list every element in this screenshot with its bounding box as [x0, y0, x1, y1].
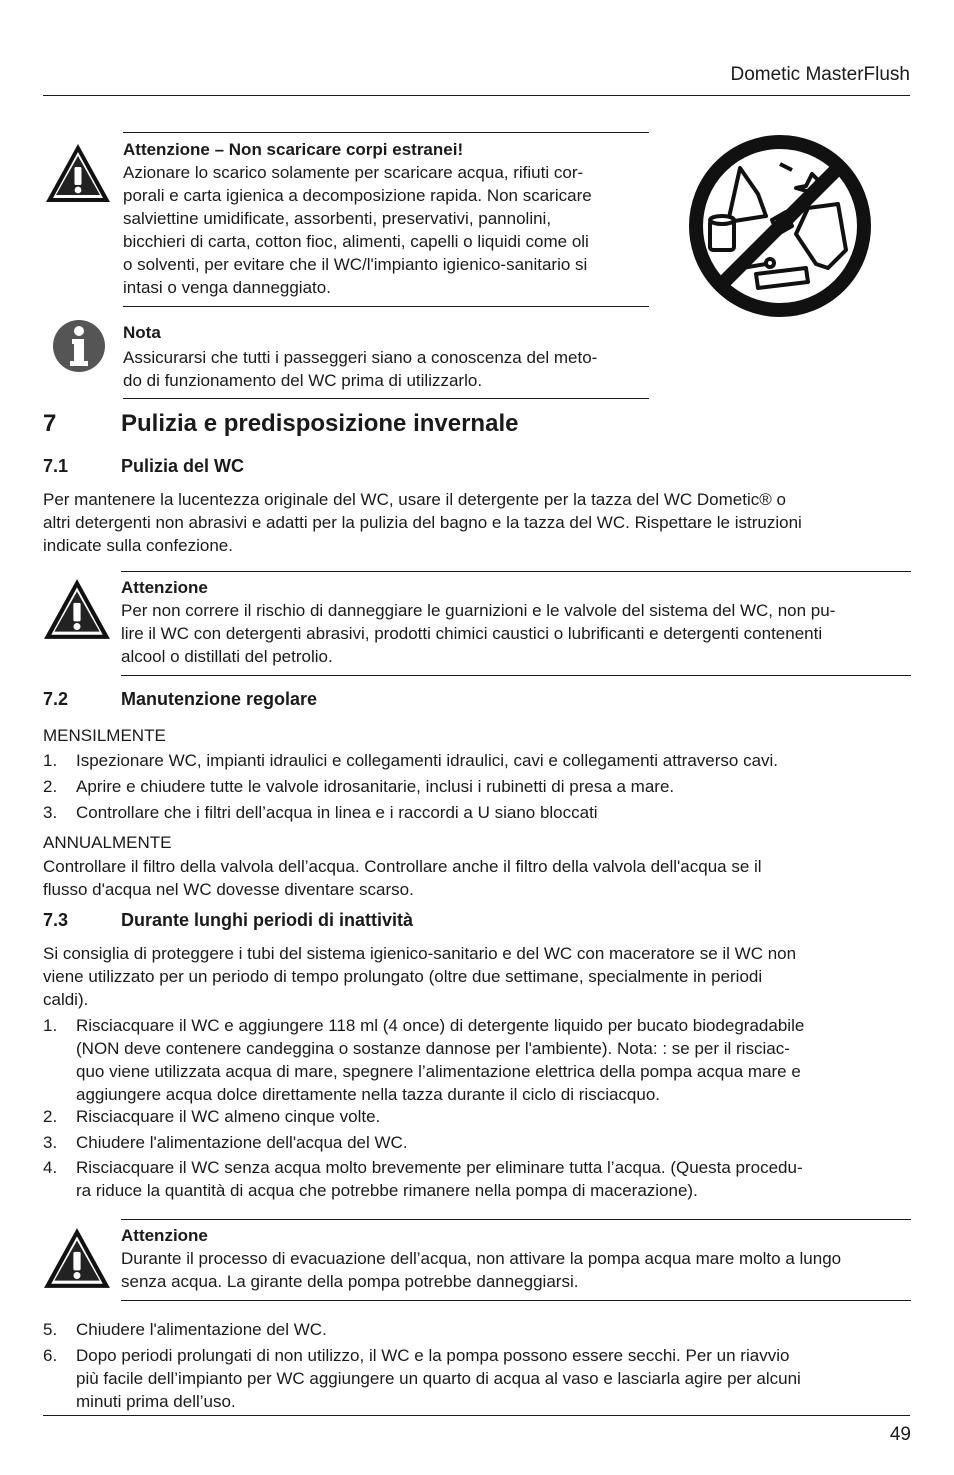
caution1-title: Attenzione	[121, 578, 208, 597]
subsection-title: Manutenzione regolare	[121, 689, 318, 709]
notice1-bottom-rule	[123, 306, 649, 307]
list-item: 2. Risciacquare il WC almeno cinque volte.	[43, 1107, 381, 1126]
inactivity-intro: Si consiglia di proteggere i tubi del sistema igienico-sanitario e del WC con maceratore se il WC non viene utilizzato per un periodo di tempo prolungato (oltre due settimane, specialmente in periodi caldi).	[43, 944, 797, 1009]
list-item: 6. Dopo periodi prolungati di non utilizzo, il WC e la pompa possono essere secchi. Per un riavvio più facile dell’impianto per WC aggiungere un quarto di acqua al vaso e lasciarla agire per alcuni minuti prima dell’uso.	[43, 1346, 801, 1411]
subsection-number: 7.3	[43, 910, 69, 930]
warning-triangle-icon	[42, 1226, 112, 1290]
warning-triangle-icon	[42, 577, 112, 641]
list-item: 1. Risciacquare il WC e aggiungere 118 ml (4 once) di detergente liquido per bucato biodegradabile (NON deve contenere candeggina o sostanze dannose per l'ambiente). Nota: : se per il risciac- quo viene utilizzata acqua di mare, spegnere l’alimentazione elettrica della pompa acqua mare e aggiungere acqua dolce direttamente nella tazza durante il ciclo di risciacquo.	[43, 1016, 805, 1104]
monthly-label: MENSILMENTE	[43, 726, 166, 745]
caution2-body: Durante il processo di evacuazione dell’acqua, non attivare la pompa acqua mare molto a lungo senza acqua. La girante della pompa potrebbe danneggiarsi.	[121, 1249, 842, 1291]
caution2-title: Attenzione	[121, 1226, 208, 1245]
document-header: Dometic MasterFlush	[730, 64, 910, 85]
subsection-number: 7.1	[43, 456, 69, 476]
subsection-number: 7.2	[43, 689, 69, 709]
header-rule	[43, 95, 910, 96]
warning-triangle-icon	[44, 142, 112, 204]
page-number: 49	[889, 1424, 911, 1445]
notice1-body: Azionare lo scarico solamente per scaricare acqua, rifiuti cor- porali e carta igienica a decomposizione rapida. Non scaricare salviettine umidificate, assorbenti, preservativi, pannolini, bicchieri di carta, cotton fioc, alimenti, capelli o liquidi come oli o solventi, per evitare che il WC/l'impianto igienico-sanitario si intasi o venga danneggiato.	[123, 163, 592, 297]
cleaning-paragraph: Per mantenere la lucentezza originale del WC, usare il detergente per la tazza del WC Dometic® o altri detergenti non abrasivi e adatti per la pulizia del bagno e la tazza del WC. Rispettare le istruzioni indicate sulla confezione.	[43, 490, 802, 555]
list-item: 4. Risciacquare il WC senza acqua molto brevemente per eliminare tutta l’acqua. (Questa procedu- ra riduce la quantità di acqua che potrebbe rimanere nella pompa di macerazione).	[43, 1158, 803, 1200]
notice1-title: Attenzione – Non scaricare corpi estranei!	[123, 140, 464, 159]
caution1-bottom-rule	[121, 675, 911, 676]
caution1-top-rule	[121, 571, 911, 572]
note1-title: Nota	[123, 323, 161, 342]
list-item: 5. Chiudere l'alimentazione del WC.	[43, 1320, 327, 1339]
annual-label: ANNUALMENTE	[43, 833, 172, 852]
list-item: 3. Controllare che i filtri dell’acqua in linea e i raccordi a U siano bloccati	[43, 803, 598, 822]
section-number: 7	[43, 410, 57, 437]
subsection-title: Pulizia del WC	[121, 456, 245, 476]
section-title: Pulizia e predisposizione invernale	[121, 410, 519, 437]
caution2-top-rule	[121, 1219, 911, 1220]
footer-rule	[43, 1415, 910, 1416]
note1-body: Assicurarsi che tutti i passeggeri siano a conoscenza del meto- do di funzionamento del WC prima di utilizzarlo.	[123, 348, 598, 390]
note1-bottom-rule	[123, 398, 649, 399]
caution1-body: Per non correre il rischio di danneggiare le guarnizioni e le valvole del sistema del WC, non pu- lire il WC con detergenti abrasivi, prodotti chimici caustici o lubrificanti e detergenti contenenti alcool o distillati del petrolio.	[121, 601, 836, 666]
no-foreign-objects-icon	[688, 134, 872, 318]
list-item: 1. Ispezionare WC, impianti idraulici e collegamenti idraulici, cavi e collegamenti attraverso cavi.	[43, 751, 779, 770]
caution2-bottom-rule	[121, 1300, 911, 1301]
subsection-title: Durante lunghi periodi di inattività	[121, 910, 414, 930]
notice1-top-rule	[123, 132, 649, 133]
list-item: 2. Aprire e chiudere tutte le valvole idrosanitarie, inclusi i rubinetti di presa a mare.	[43, 777, 675, 796]
info-icon	[52, 319, 106, 373]
list-item: 3. Chiudere l'alimentazione dell'acqua del WC.	[43, 1133, 408, 1152]
annual-paragraph: Controllare il filtro della valvola dell’acqua. Controllare anche il filtro della valvola dell'acqua se il flusso d'acqua nel WC dovesse diventare scarso.	[43, 857, 762, 899]
